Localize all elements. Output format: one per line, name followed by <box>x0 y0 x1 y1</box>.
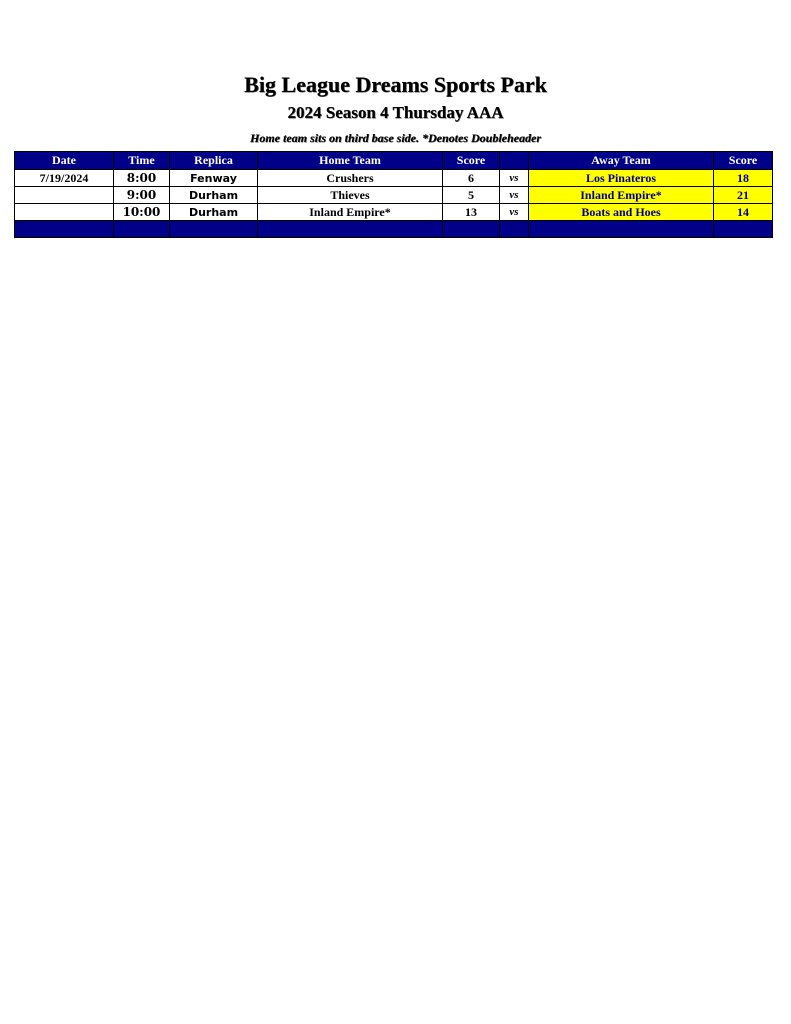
row-vs: vs <box>500 170 529 187</box>
row-time: 8:00 <box>114 170 170 187</box>
footer-cell <box>15 221 114 238</box>
row-away-score: 18 <box>714 170 773 187</box>
schedule-table <box>14 151 773 238</box>
header-replica: Replica <box>170 152 258 170</box>
header-home-team: Home Team <box>258 152 443 170</box>
row-vs: vs <box>500 204 529 221</box>
row-away-team: Boats and Hoes <box>529 204 714 221</box>
row-vs: vs <box>500 187 529 204</box>
page-subtitle: 2024 Season 4 Thursday AAA <box>287 103 504 122</box>
header-home-score: Score <box>443 152 500 170</box>
row-away-team: Inland Empire* <box>529 187 714 204</box>
schedule-note: Home team sits on third base side. *Denotes Doubleheader <box>250 131 541 145</box>
footer-cell <box>170 221 258 238</box>
row-time: 10:00 <box>114 204 170 221</box>
row-home-team: Inland Empire* <box>258 204 443 221</box>
footer-cell <box>500 221 529 238</box>
header-row <box>15 152 773 170</box>
row-home-score: 6 <box>443 170 500 187</box>
footer-row <box>15 221 773 238</box>
page-title: Big League Dreams Sports Park <box>244 72 547 97</box>
header-time: Time <box>114 152 170 170</box>
footer-cell <box>114 221 170 238</box>
header-away-team: Away Team <box>529 152 714 170</box>
footer-cell <box>443 221 500 238</box>
header-away-score: Score <box>714 152 773 170</box>
table-row <box>15 170 773 187</box>
header-date: Date <box>15 152 114 170</box>
row-home-score: 5 <box>443 187 500 204</box>
row-date: 7/19/2024 <box>15 170 114 187</box>
row-away-score: 21 <box>714 187 773 204</box>
row-replica: Fenway <box>170 170 258 187</box>
footer-cell <box>529 221 714 238</box>
row-replica: Durham <box>170 187 258 204</box>
row-date <box>15 187 114 204</box>
row-replica: Durham <box>170 204 258 221</box>
row-away-score: 14 <box>714 204 773 221</box>
row-away-team: Los Pinateros <box>529 170 714 187</box>
footer-cell <box>714 221 773 238</box>
row-home-team: Thieves <box>258 187 443 204</box>
footer-cell <box>258 221 443 238</box>
row-time: 9:00 <box>114 187 170 204</box>
table-row <box>15 204 773 221</box>
row-date <box>15 204 114 221</box>
row-home-team: Crushers <box>258 170 443 187</box>
row-home-score: 13 <box>443 204 500 221</box>
table-row <box>15 187 773 204</box>
header-vs <box>500 152 529 170</box>
